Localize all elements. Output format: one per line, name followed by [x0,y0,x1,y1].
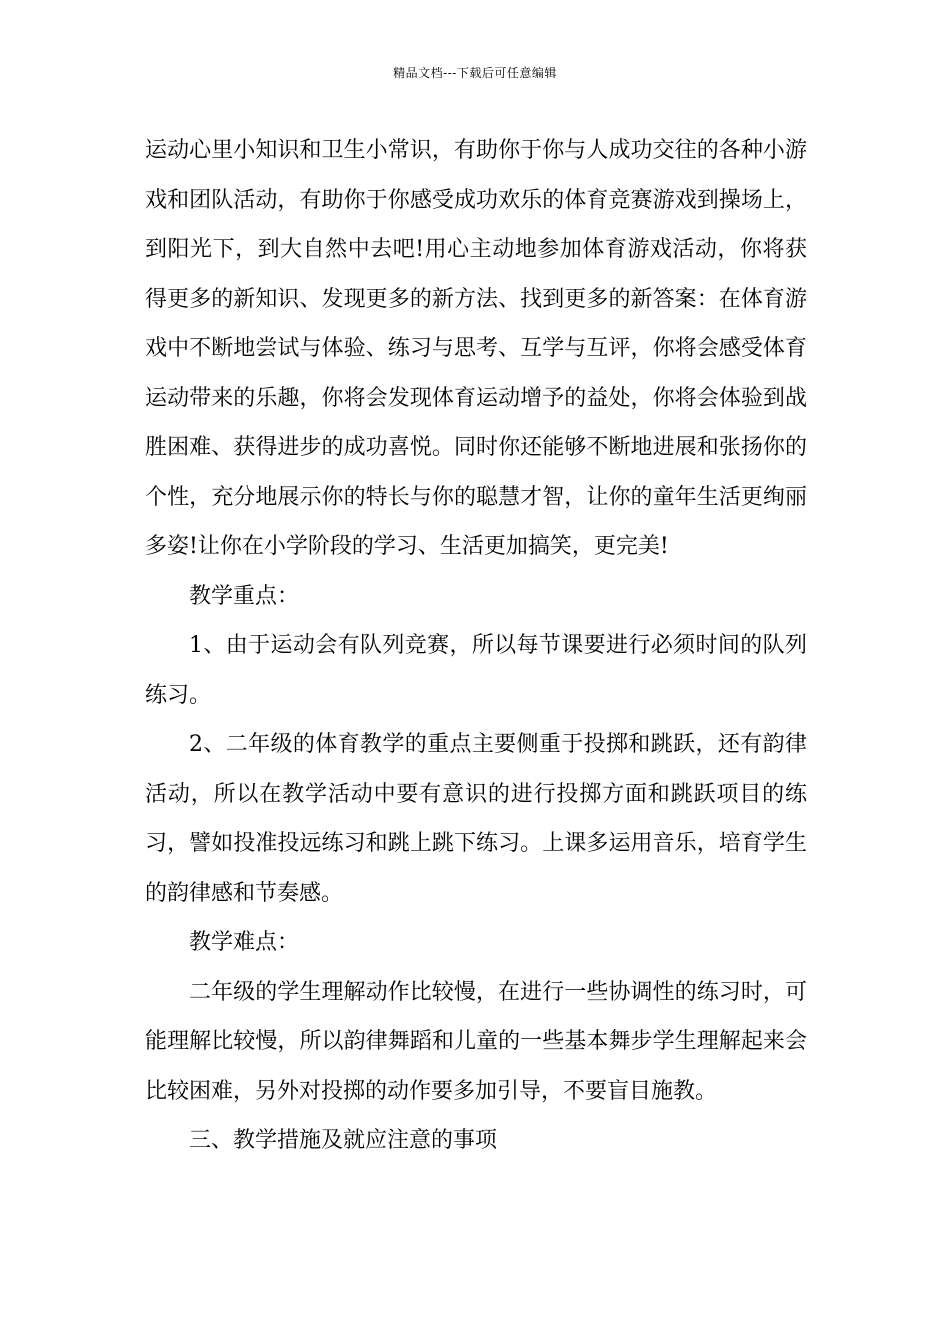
body-paragraph-continued: 运动心里小知识和卫生小常识，有助你于你与人成功交往的各种小游戏和团队活动，有助你于你感受成功欢乐的体育竞赛游戏到操场上，到阳光下，到大自然中去吧!用心主动地参加体育游戏活动，你将获得更多的新知识、发现更多的新方法、找到更多的新答案：在体育游戏中不断地尝试与体验、练习与思考、互学与互评，你将会感受体育运动带来的乐趣，你将会发现体育运动增予的益处，你将会体验到战胜困难、获得进步的成功喜悦。同时你还能够不断地进展和张扬你的个性，充分地展示你的特长与你的聪慧才智，让你的童年生活更绚丽多姿!让你在小学阶段的学习、生活更加搞笑，更完美! [145,138,807,559]
heading-teaching-difficulty: 教学难点： [189,930,300,955]
section-heading-measures: 三、教学措施及就应注意的事项 [189,1128,498,1153]
page-header: 精品文档---下载后可任意编辑 [393,66,557,80]
focus-item-1: 1、由于运动会有队列竞赛，所以每节课要进行必须时间的队列练习。 [145,633,807,708]
heading-teaching-focus: 教学重点： [189,583,300,609]
focus-item-2: 2、二年级的体育教学的重点主要侧重于投掷和跳跃，还有韵律活动，所以在教学活动中要有意识的进行投掷方面和跳跃项目的练习，譬如投准投远练习和跳上跳下练习。上课多运用音乐，培育学生的韵律感和节奏感。 [145,732,807,906]
difficulty-paragraph: 二年级的学生理解动作比较慢，在进行一些协调性的练习时，可能理解比较慢，所以韵律舞蹈和儿童的一些基本舞步学生理解起来会比较困难，另外对投掷的动作要多加引导，不要盲目施教。 [145,979,807,1104]
document-body [145,126,807,1166]
